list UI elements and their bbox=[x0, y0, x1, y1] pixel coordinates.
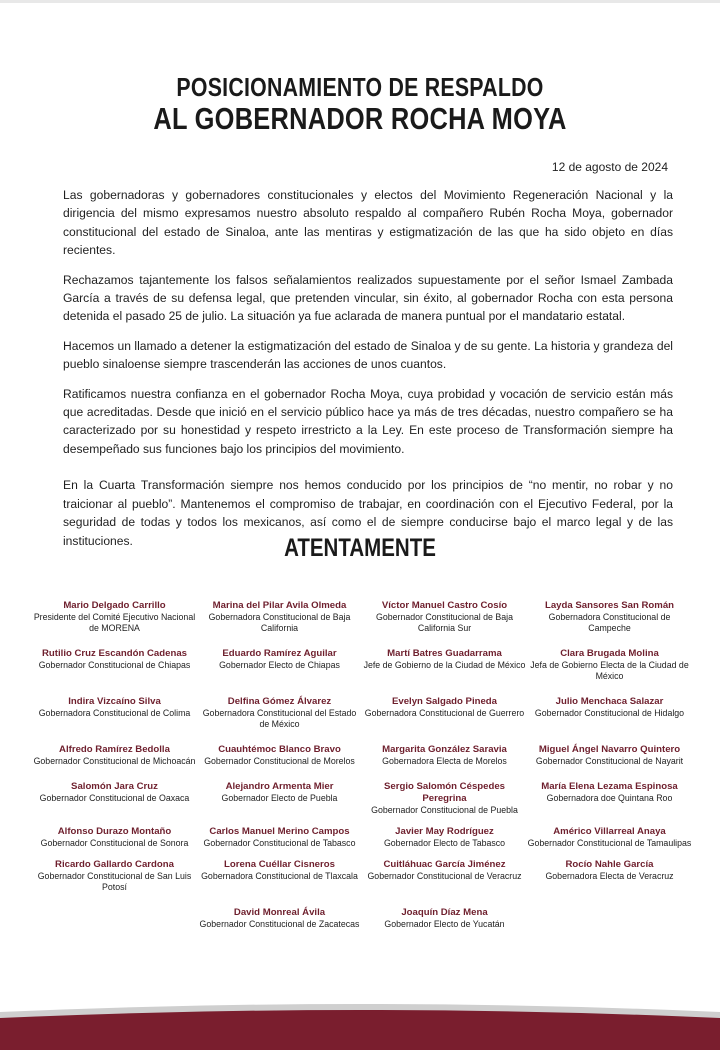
signatory-role: Gobernador Constitucional de Puebla bbox=[371, 805, 518, 815]
document-body bbox=[63, 186, 673, 561]
signatory bbox=[197, 696, 362, 730]
signatory-role: Gobernadora Constitucional de Campeche bbox=[548, 612, 671, 633]
paragraph: Hacemos un llamado a detener la estigmatización del estado de Sinaloa y de su gente. La historia y grandeza del pueblo sinaloense siempre trascenderán las acciones de unos cuantos. bbox=[63, 338, 673, 372]
signatory-role: Gobernadora Constitucional del Estado de México bbox=[202, 708, 357, 729]
signatory-role: Presidente del Comité Ejecutivo Nacional de MORENA bbox=[33, 612, 196, 633]
signatory bbox=[527, 826, 692, 849]
signatory-empty bbox=[527, 907, 692, 930]
signatory-name: Javier May Rodríguez bbox=[395, 826, 494, 837]
signatory-name: Rocío Nahle García bbox=[565, 859, 654, 870]
signatory-role: Jefe de Gobierno de la Ciudad de México bbox=[363, 660, 526, 670]
signatory-name: Indira Vizcaíno Silva bbox=[68, 696, 161, 707]
signatory-role: Gobernadora Constitucional de Colima bbox=[38, 708, 191, 718]
signatory bbox=[197, 781, 362, 816]
signatory-role: Gobernadora Constitucional de Guerrero bbox=[364, 708, 525, 718]
top-border bbox=[0, 0, 720, 3]
signatory-role: Gobernador Constitucional de Nayarit bbox=[535, 756, 684, 766]
paragraph: En la Cuarta Transformación siempre nos hemos conducido por los principios de “no mentir, no robar y no traicionar al pueblo”. Mantenemos el compromiso de trabajar, en coordinación con el Ejecutivo Federal, por la seguridad de todas y todos los mexicanos, así como el de siempre conducirse bajo el marco legal y de las instituciones. bbox=[63, 478, 673, 548]
signatory bbox=[362, 600, 527, 634]
signatory-role: Gobernador Constitucional de Tabasco bbox=[203, 838, 356, 848]
signatory-role: Gobernador Constitucional de Morelos bbox=[204, 756, 355, 766]
signatory bbox=[527, 781, 692, 816]
signatory bbox=[32, 648, 197, 682]
signatory-role: Gobernador Electo de Puebla bbox=[221, 793, 338, 803]
signatory-name: Cuauhtémoc Blanco Bravo bbox=[218, 744, 341, 755]
signatory bbox=[362, 781, 527, 816]
signatory-role: Jefa de Gobierno Electa de la Ciudad de México bbox=[530, 660, 689, 681]
signatory-name: Clara Brugada Molina bbox=[560, 648, 659, 659]
signatory-role: Gobernador Constitucional de Zacatecas bbox=[199, 919, 360, 929]
signatory bbox=[32, 781, 197, 816]
signatory-role: Gobernadora Constitucional de Baja California bbox=[208, 612, 351, 633]
signatory-role: Gobernadora Electa de Veracruz bbox=[545, 871, 674, 881]
signatory-role: Gobernadora Constitucional de Tlaxcala bbox=[201, 871, 358, 881]
paragraph: Las gobernadoras y gobernadores constitucionales y electos del Movimiento Regeneración Nacional y la dirigencia del mismo expresamos nuestro absoluto respaldo al compañero Rubén Rocha Moya, gobernador constitucional del estado de Sinaloa, ante las mentiras y estigmatización de las que ha sido objeto en días recientes. bbox=[63, 188, 673, 258]
signatory bbox=[362, 826, 527, 849]
signatories-grid bbox=[32, 600, 692, 944]
signatory-name: Julio Menchaca Salazar bbox=[555, 696, 664, 707]
signatory bbox=[32, 826, 197, 849]
signatory-role: Gobernador Constitucional de Baja California Sur bbox=[376, 612, 513, 633]
signatory bbox=[527, 696, 692, 730]
signatory-name: Sergio Salomón Céspedes Peregrina bbox=[383, 781, 506, 804]
signatory-name: Delfina Gómez Álvarez bbox=[227, 696, 332, 707]
signatory-role: Gobernadora doe Quintana Roo bbox=[546, 793, 673, 803]
signatory-empty bbox=[32, 907, 197, 930]
signatory-role: Gobernadora Electa de Morelos bbox=[382, 756, 507, 766]
signatory-name: Layda Sansores San Román bbox=[544, 600, 675, 611]
signatory bbox=[527, 648, 692, 682]
signatory-role: Gobernador Constitucional de Hidalgo bbox=[534, 708, 685, 718]
signatory-role: Gobernador Electo de Chiapas bbox=[219, 660, 340, 670]
signatory bbox=[362, 907, 527, 930]
signatory-name: Ricardo Gallardo Cardona bbox=[55, 859, 174, 870]
signatory bbox=[362, 648, 527, 682]
signatory-name: Mario Delgado Carrillo bbox=[63, 600, 166, 611]
signatory bbox=[527, 744, 692, 767]
signatory-role: Gobernador Constitucional de Michoacán bbox=[33, 756, 196, 766]
signatory bbox=[362, 859, 527, 893]
signatory-role: Gobernador Electo de Tabasco bbox=[383, 838, 506, 848]
signatory-role: Gobernador Constitucional de Chiapas bbox=[38, 660, 191, 670]
signatory bbox=[32, 859, 197, 893]
signatory-name: Víctor Manuel Castro Cosío bbox=[381, 600, 508, 611]
signatory bbox=[527, 600, 692, 634]
signatory-name: Margarita González Saravia bbox=[382, 744, 507, 755]
signatory-role: Gobernador Constitucional de San Luis Potosí bbox=[37, 871, 192, 892]
signatory bbox=[197, 907, 362, 930]
signatory-name: Eduardo Ramírez Aguilar bbox=[222, 648, 337, 659]
signatory bbox=[32, 744, 197, 767]
paragraph: Ratificamos nuestra confianza en el gobernador Rocha Moya, cuya probidad y vocación de servicio están más que acreditadas. Desde que inició en el servicio público hace ya más de tres décadas, nuestro compañero se ha caracterizado por su honestidad y respeto irrestricto a la Ley. En este proceso de Transformación siempre ha desempeñado sus funciones bajo los principios del movimiento. bbox=[63, 386, 673, 456]
signatory-name: Alejandro Armenta Mier bbox=[225, 781, 334, 792]
signatory-name: María Elena Lezama Espinosa bbox=[541, 781, 678, 792]
footer-maroon-band bbox=[0, 1010, 720, 1050]
footer-wave-graphic bbox=[0, 998, 720, 1050]
closing-heading: ATENTAMENTE bbox=[284, 534, 436, 562]
signatory-name: Alfredo Ramírez Bedolla bbox=[59, 744, 170, 755]
signatory-name: David Monreal Ávila bbox=[233, 907, 326, 918]
signatory-name: Salomón Jara Cruz bbox=[71, 781, 158, 792]
signatory bbox=[197, 859, 362, 893]
signatory-name: Carlos Manuel Merino Campos bbox=[209, 826, 350, 837]
signatory bbox=[32, 600, 197, 634]
signatory-name: Miguel Ángel Navarro Quintero bbox=[538, 744, 681, 755]
signatory-name: Alfonso Durazo Montaño bbox=[57, 826, 172, 837]
signatory-name: Martí Batres Guadarrama bbox=[387, 648, 502, 659]
document-title-line-1: POSICIONAMIENTO DE RESPALDO bbox=[176, 72, 544, 102]
document-date: 12 de agosto de 2024 bbox=[551, 160, 668, 174]
signatory-name: Marina del Pilar Avila Olmeda bbox=[212, 600, 347, 611]
signatory-name: Rutilio Cruz Escandón Cadenas bbox=[42, 648, 187, 659]
signatory-role: Gobernador Electo de Yucatán bbox=[384, 919, 505, 929]
signatory bbox=[197, 600, 362, 634]
signatory-role: Gobernador Constitucional de Sonora bbox=[40, 838, 189, 848]
signatory-name: Cuitláhuac García Jiménez bbox=[383, 859, 506, 870]
signatory-role: Gobernador Constitucional de Tamaulipas bbox=[527, 838, 692, 848]
paragraph: Rechazamos tajantemente los falsos señalamientos realizados supuestamente por el señor Ismael Zambada García a través de su defensa legal, que pretenden vincular, sin éxito, al gobernador Rocha con esta persona detenida el pasado 25 de julio. La situación ya fue aclarada de manera puntual por el mandatario estatal. bbox=[63, 272, 673, 324]
signatory-role: Gobernador Constitucional de Veracruz bbox=[367, 871, 522, 881]
signatory bbox=[362, 744, 527, 767]
signatory bbox=[362, 696, 527, 730]
signatory-role: Gobernador Constitucional de Oaxaca bbox=[39, 793, 190, 803]
signatory bbox=[32, 696, 197, 730]
signatory-name: Joaquín Díaz Mena bbox=[401, 907, 488, 918]
document-title-line-2: AL GOBERNADOR ROCHA MOYA bbox=[153, 101, 567, 136]
footer-decorative-band bbox=[0, 998, 720, 1050]
signatory-name: Lorena Cuéllar Cisneros bbox=[224, 859, 335, 870]
signatory bbox=[527, 859, 692, 893]
signatory-name: Américo Villarreal Anaya bbox=[553, 826, 666, 837]
signatory bbox=[197, 744, 362, 767]
signatory bbox=[197, 648, 362, 682]
signatory-name: Evelyn Salgado Pineda bbox=[391, 696, 498, 707]
signatory bbox=[197, 826, 362, 849]
